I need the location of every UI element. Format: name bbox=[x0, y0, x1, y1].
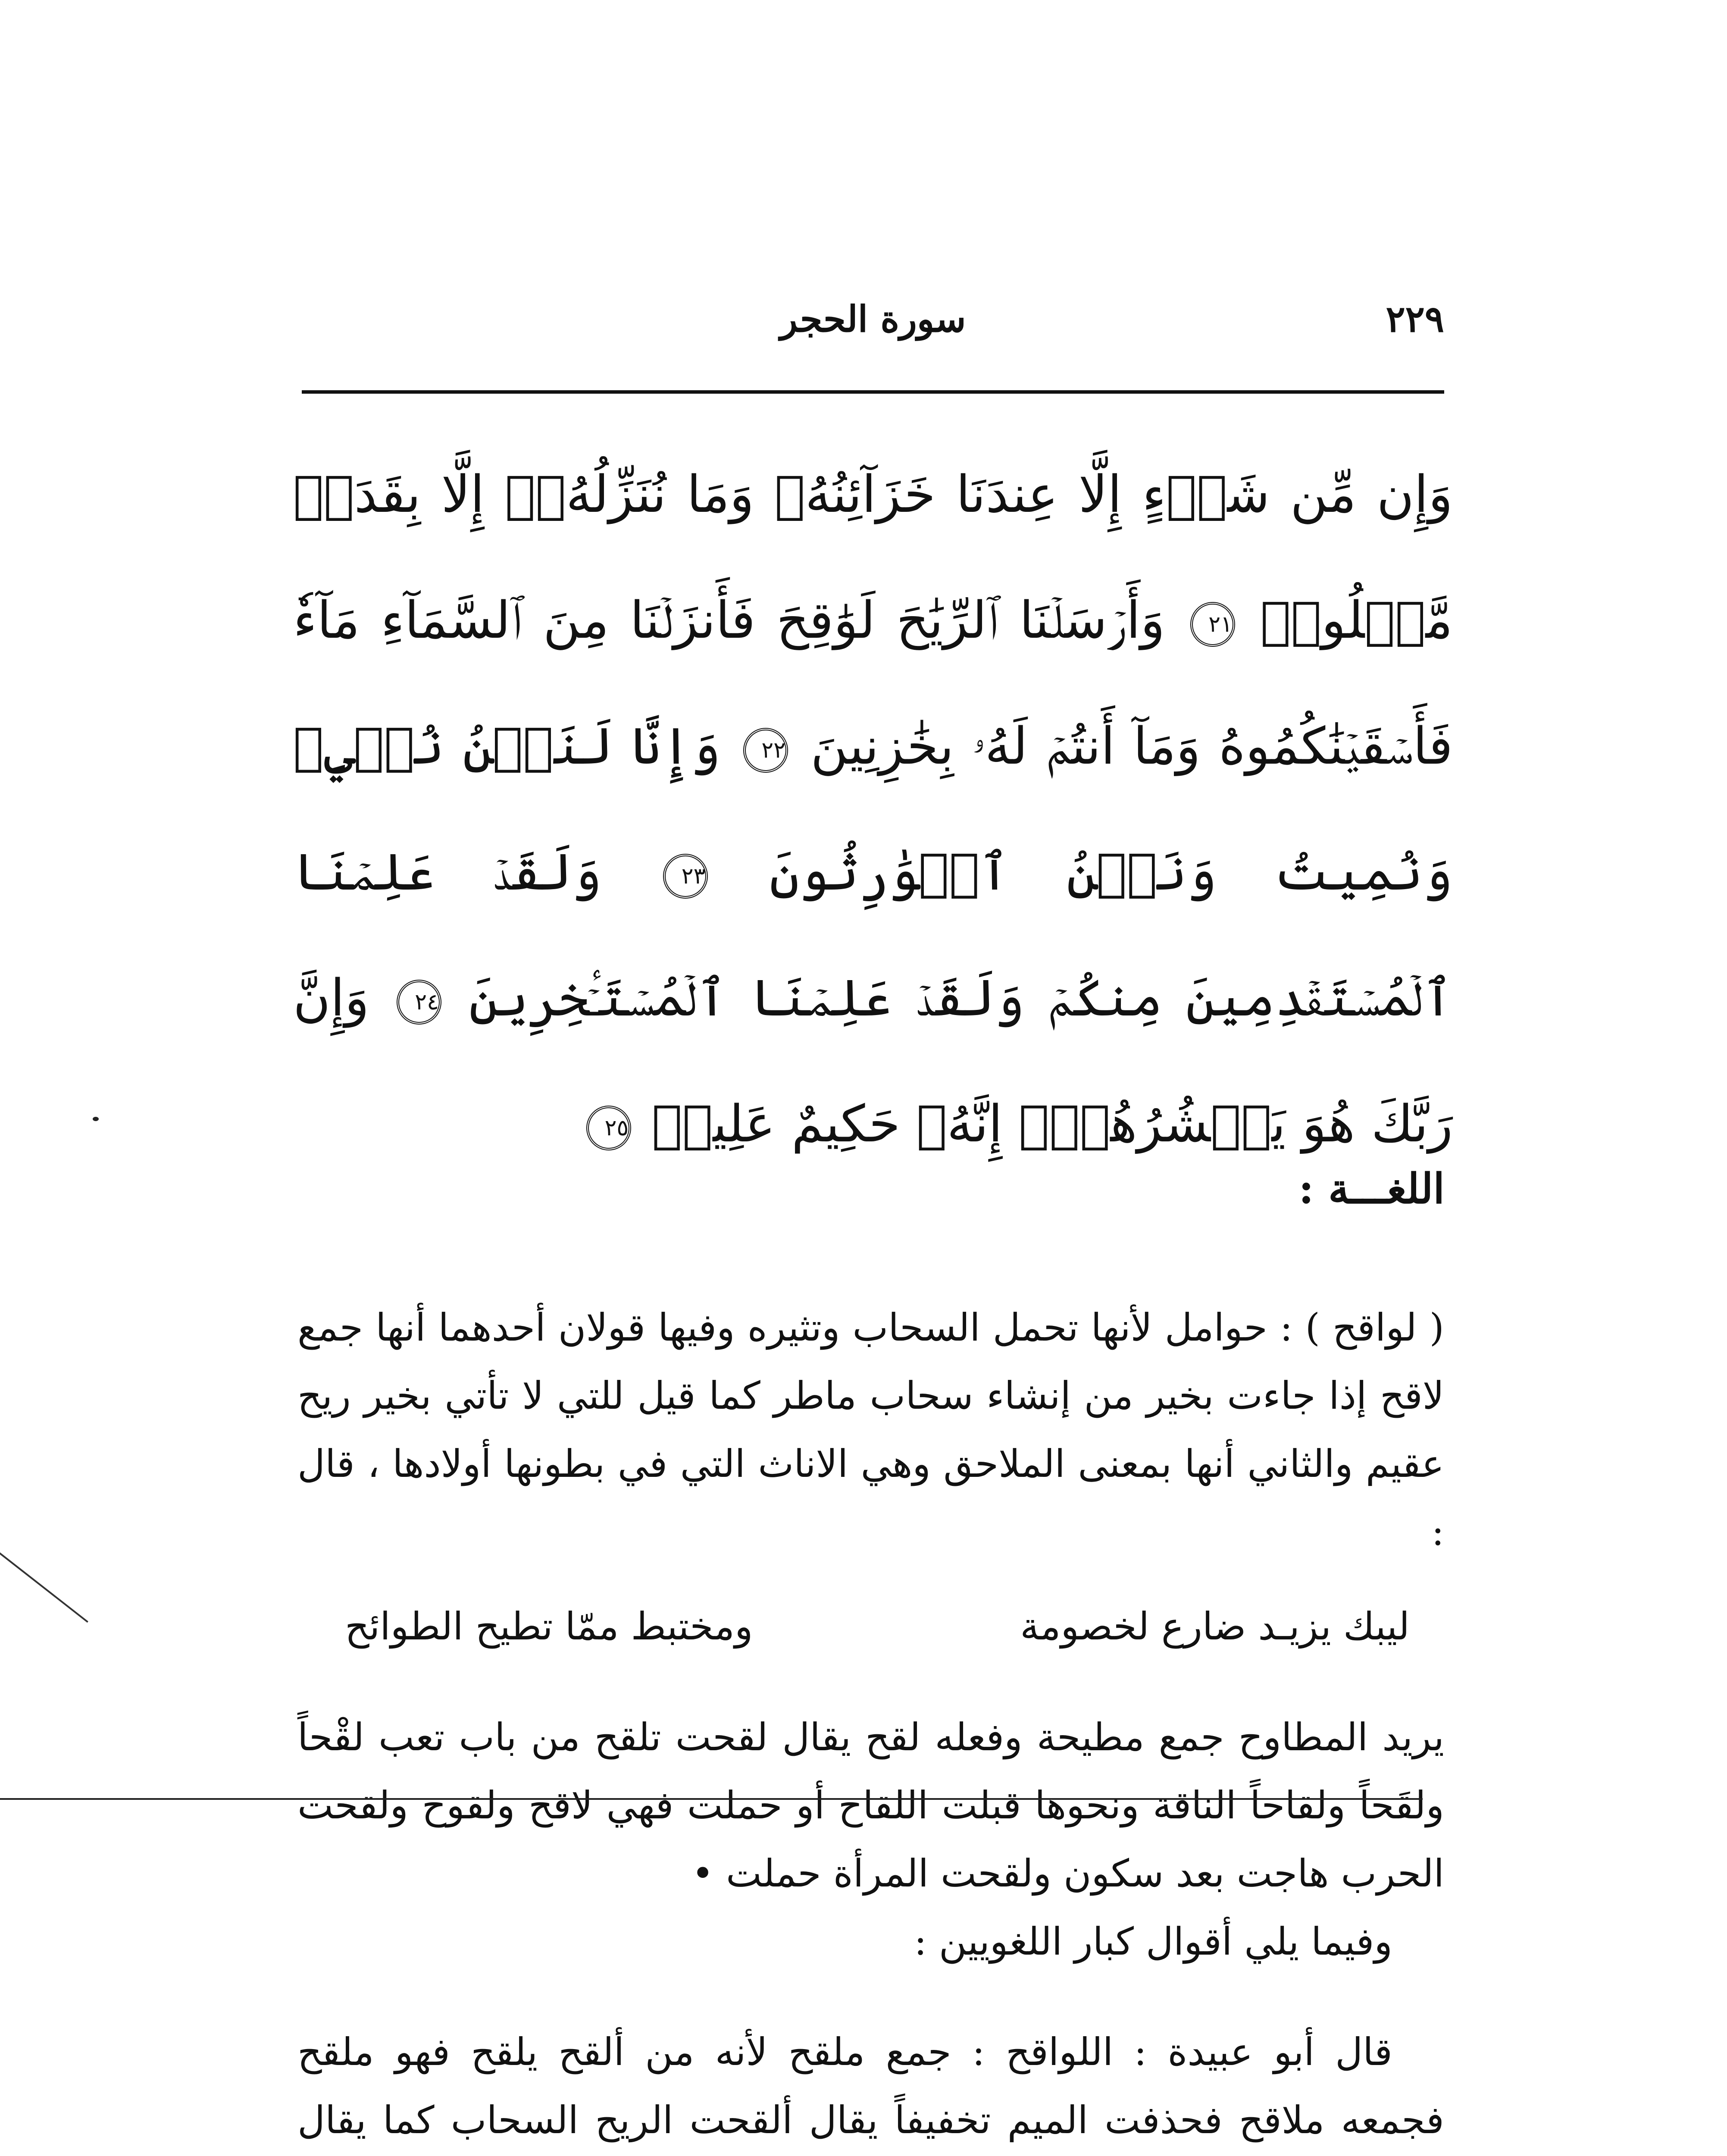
verse-text: وَأَرۡسَلۡنَا ٱلرِّيَٰحَ لَوَٰقِحَ فَأَنزَلۡنَا مِنَ ٱلسَّمَآءِ مَآءٗ فَأَسۡقَيۡنَٰكُمُوهُ وَمَآ أَنتُمۡ لَهُۥ بِخَٰزِنِينَ bbox=[293, 590, 1453, 776]
poetry-verse bbox=[345, 1604, 1410, 1673]
page-header bbox=[302, 298, 1444, 367]
commentary-paragraph: ( لواقح ) : حوامل لأنها تحمل السحاب وتثيره وفيها قولان أحدهما أنها جمع لاقح إذا جاءت بخير من إنشاء سحاب ماطر كما قيل للتي لا تأتي بخير ريح عقيم والثاني أنها بمعنى الملاحق وهي الاناث التي في بطونها أولادها ، قال : bbox=[297, 1305, 1444, 1554]
quran-verses bbox=[293, 431, 1453, 1187]
verse-text: وَإِن مِّن شَيۡءٍ إِلَّا عِندَنَا خَزَآئِنُهُۥ وَمَا نُنَزِّلُهُۥٓ إِلَّا بِقَدَرٖ مَّعۡلُومٖ bbox=[293, 464, 1453, 650]
scan-artifact-line bbox=[0, 1798, 1423, 1800]
page-number: ٢٢٩ bbox=[1386, 298, 1444, 340]
paragraph-text: يريد المطاوح جمع مطيحة وفعله لقح يقال لقحت تلقح من باب تعب لقْحاً ولقَحاً ولقاحاً الناقة ونحوها قبلت اللقاح أو حملت فهي لاقح ولقوح ولقحت الحرب هاجت بعد سكون ولقحت المرأة حملت • bbox=[297, 1715, 1445, 1896]
verse-number-marker: ٢١ bbox=[1190, 602, 1235, 647]
verse-text: وَإِنَّ رَبَّكَ هُوَ يَحۡشُرُهُمۡۚ إِنَّهُۥ حَكِيمٌ عَلِيمٞ bbox=[293, 968, 1453, 1153]
verse-text: وَإِنَّا لَنَحۡنُ نُحۡيِۦ وَنُمِيتُ وَنَحۡنُ ٱلۡوَٰرِثُونَ bbox=[293, 716, 1453, 902]
commentary-paragraph: قال أبو عبيدة : اللواقح : جمع ملقح لأنه من ألقح يلقح فهو ملقح فجمعه ملاقح فحذفت الميم تخفيفاً يقال ألقحت الريح السحاب كما يقال bbox=[297, 2030, 1444, 2142]
verse-number-marker: ٢٥ bbox=[586, 1106, 631, 1150]
header-rule bbox=[302, 390, 1444, 394]
poetry-second-hemistich: ومختبط ممّا تطيح الطوائح bbox=[345, 1604, 753, 1648]
poetry-first-hemistich: ليبك يزيـد ضارع لخصومة bbox=[1020, 1604, 1410, 1648]
verse-text: وَلَقَدۡ عَلِمۡنَا ٱلۡمُسۡتَقۡدِمِينَ مِنكُمۡ وَلَقَدۡ عَلِمۡنَا ٱلۡمُسۡتَـٔۡخِرِينَ bbox=[293, 842, 1453, 1028]
verse-number-marker: ٢٢ bbox=[743, 728, 788, 773]
section-heading: اللغـــة : bbox=[1298, 1164, 1445, 1213]
scan-artifact-mark bbox=[0, 1552, 88, 1623]
scan-artifact-dot bbox=[93, 1117, 99, 1121]
verse-number-marker: ٢٣ bbox=[663, 854, 708, 899]
paragraph-text: وفيما يلي أقوال كبار اللغويين : bbox=[914, 1919, 1392, 1964]
verse-number-marker: ٢٤ bbox=[397, 980, 441, 1025]
surah-title: سورة الحجر bbox=[780, 298, 966, 340]
commentary-paragraph bbox=[297, 1703, 1444, 1976]
